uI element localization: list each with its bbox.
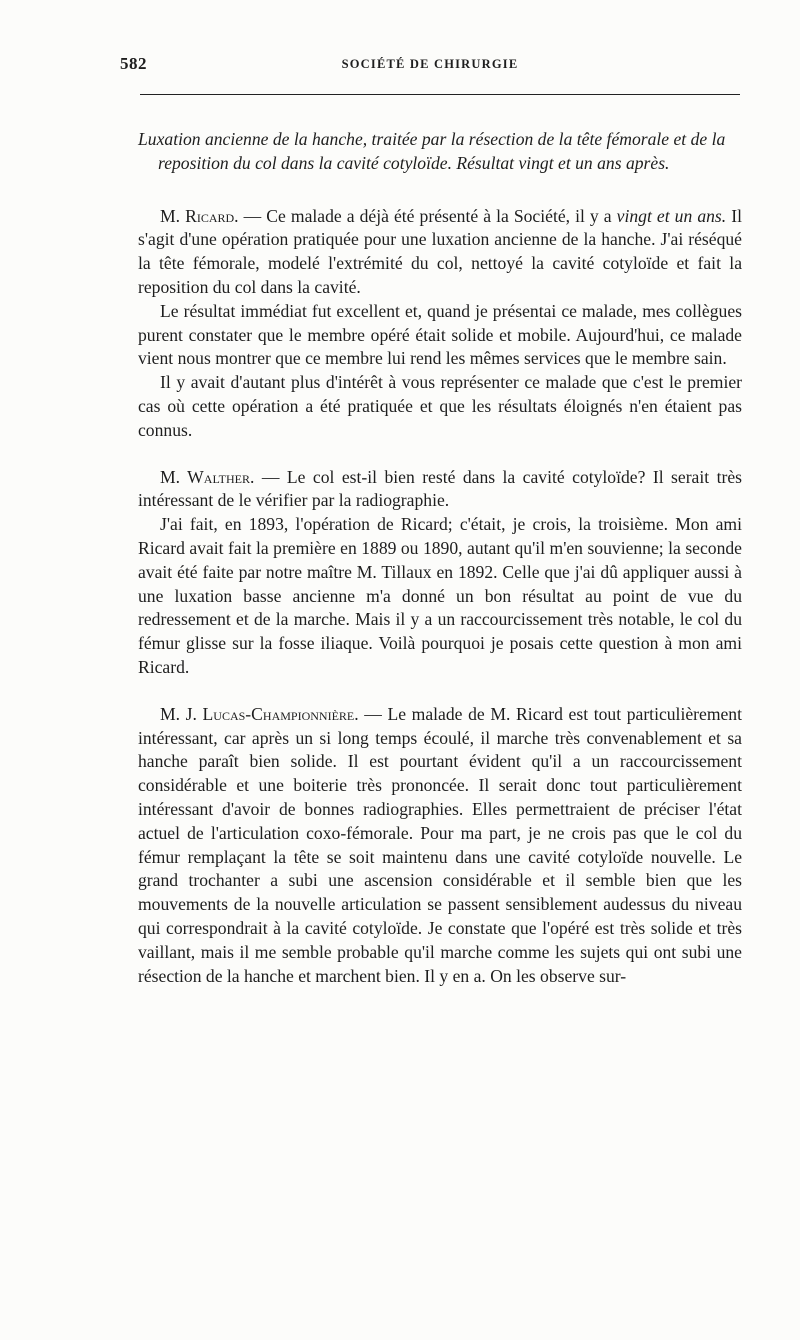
page-number: 582 — [120, 54, 147, 73]
page-header — [120, 54, 740, 84]
ricard-text-a: — Ce malade a déjà été présenté à la Société, il y a — [238, 205, 617, 226]
section-gap — [138, 443, 742, 466]
speaker-walther: M. Walther. — [160, 466, 255, 487]
section-gap — [138, 680, 742, 703]
walther-paragraph-2: J'ai fait, en 1893, l'opération de Ricard; c'était, je crois, la troisième. Mon ami Ricard avait fait la première en 1889 ou 1890, autant qu'il m'en souvienne; la seconde avait été faite par notre maître M. Tillaux en 1892. Celle que j'ai dû appliquer aussi à une luxation basse ancienne m'a donné un bon résultat au point de vue du redressement et de la marche. Mais il y a un raccourcissement très notable, le col du fémur glisse sur la fosse iliaque. Voilà pourquoi je posais cette question à mon ami Ricard. — [138, 514, 742, 677]
ricard-paragraph-3: Il y avait d'autant plus d'intérêt à vous représenter ce malade que c'est le premier cas où cette opération a été pratiquée et que les résultats éloignés n'en étaient pas connus. — [138, 372, 742, 440]
article-title: Luxation ancienne de la hanche, traitée par la résection de la tête fémorale et de la reposition du col dans la cavité cotyloïde. Résultat vingt et un ans après. — [138, 129, 726, 173]
running-title: SOCIÉTÉ DE CHIRURGIE — [341, 57, 519, 71]
speaker-ricard: M. Ricard. — [160, 205, 239, 226]
lucas-text: — Le malade de M. Ricard est tout particulièrement intéressant, car après un si long temps écoulé, il marche très convenablement et sa hanche paraît bien solide. Il est pourtant évident qu'il a un raccourcissement considérable et une boiterie très prononcée. Il serait donc tout particulièrement intéressant d'avoir de bonnes radiographies. Elles permettraient de préciser l'état actuel de l'articulation coxo-fémorale. Pour ma part, je ne crois pas que le col du fémur remplaçant la tête se soit maintenu dans une cavité cotyloïde nouvelle. Le grand trochanter a subi une ascension considérable et il semble bien que les mouvements de la nouvelle articulation se passent sensiblement audessus du niveau qui correspondrait à la cavité cotyloïde. Je constate que l'opéré est très solide et très vaillant, mais il me semble probable qu'il marche comme les sujets qui ont subi une résection de la hanche et marchent bien. Il y en a. On les observe sur- — [138, 703, 742, 986]
article-body — [138, 128, 742, 988]
ricard-paragraph-2: Le résultat immédiat fut excellent et, quand je présentai ce malade, mes collègues purent constater que le membre opéré était solide et mobile. Aujourd'hui, ce malade vient nous montrer que ce membre lui rend les mêmes services que le membre sain. — [138, 300, 742, 369]
ricard-text-italic: vingt et un ans. — [616, 205, 727, 226]
speaker-lucas-championniere: M. J. Lucas-Championnière. — [160, 703, 359, 724]
lucas-paragraph-1 — [138, 703, 742, 989]
ricard-paragraph-1 — [138, 205, 742, 300]
ricard-text-b: Il s'agit d'une opération pratiquée pour une luxation ancienne de la hanche. J'ai réséqué la tête fémorale, modelé l'extrémité du col, nettoyé la cavité cotyloïde et fait la reposition du col dans la cavité. — [138, 205, 742, 297]
walther-paragraph-1 — [138, 466, 742, 514]
walther-text: — Le col est-il bien resté dans la cavité cotyloïde? Il serait très intéressant de le vérifier par la radiographie. — [138, 466, 742, 511]
header-rule — [140, 94, 740, 95]
